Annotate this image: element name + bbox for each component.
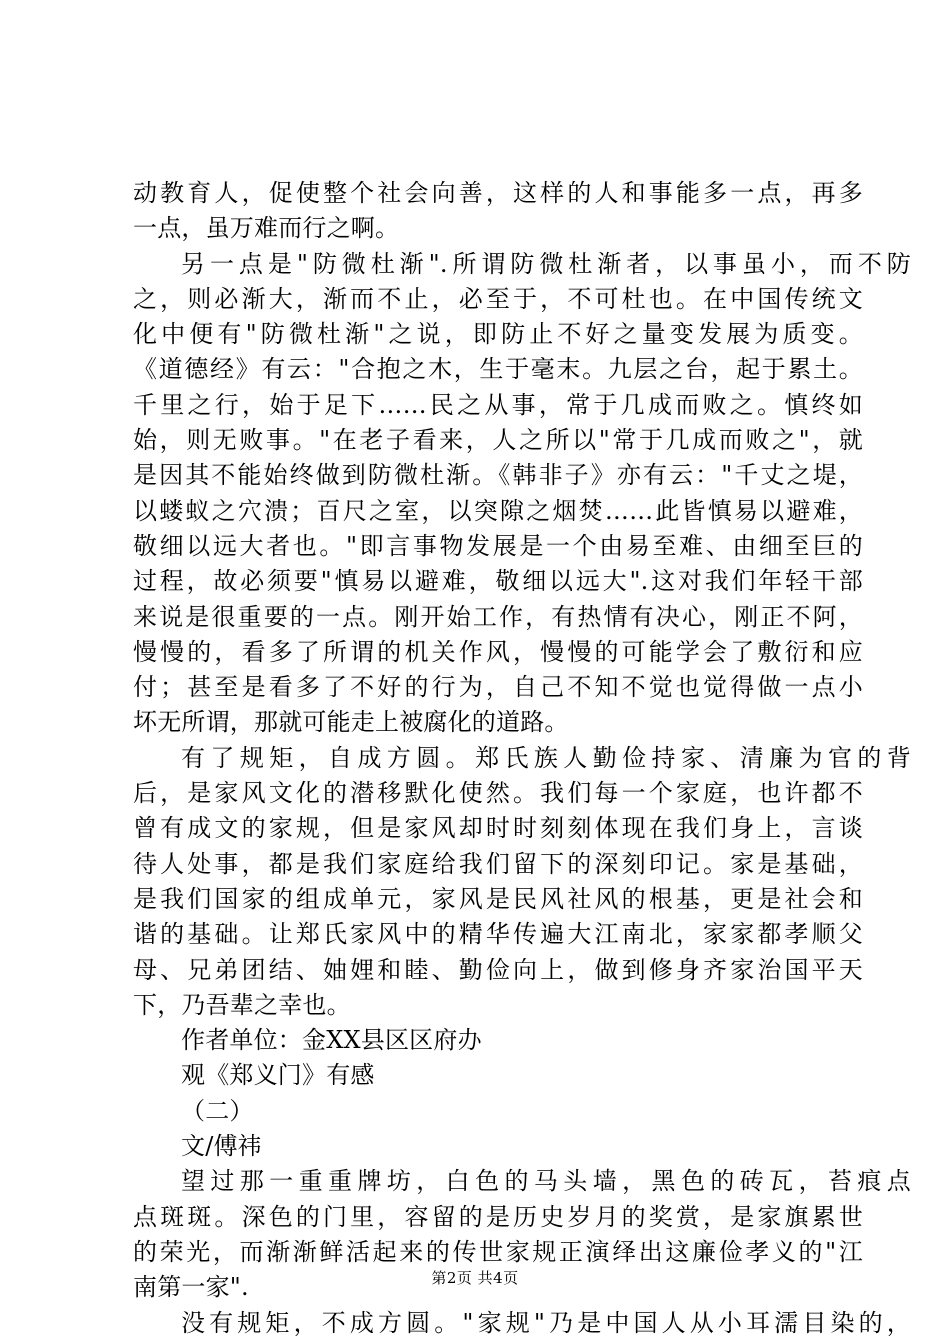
text-line: 化中便有"防微杜渐"之说，即防止不好之量变发展为质变。 <box>133 320 863 349</box>
text-line: 谐的基础。让郑氏家风中的精华传遍大江南北，家家都孝顺父 <box>133 920 863 949</box>
text-line: 之，则必渐大，渐而不止，必至于，不可杜也。在中国传统文 <box>133 284 863 313</box>
page-footer: 第2页 共4页 <box>431 1269 519 1287</box>
text-line: 文/傅祎 <box>181 1132 262 1161</box>
text-line: 来说是很重要的一点。刚开始工作，有热情有决心，刚正不阿， <box>133 602 863 631</box>
text-line: 是因其不能始终做到防微杜渐。《韩非子》亦有云："千丈之堤， <box>133 461 863 490</box>
text-line: 观《郑义门》有感 <box>181 1061 375 1090</box>
text-line: 坏无所谓，那就可能走上被腐化的道路。 <box>133 708 569 737</box>
text-line: 的荣光，而渐渐鲜活起来的传世家规正演绎出这廉俭孝义的"江 <box>133 1237 863 1266</box>
text-line: 千里之行，始于足下……民之从事，常于几成而败之。慎终如 <box>133 390 863 419</box>
text-line: 一点，虽万难而行之啊。 <box>133 214 400 243</box>
text-line: 敬细以远大者也。"即言事物发展是一个由易至难、由细至巨的 <box>133 531 863 560</box>
text-line: 过程，故必须要"慎易以避难，敬细以远大".这对我们年轻干部 <box>133 567 863 596</box>
text-line: 另一点是"防微杜渐".所谓防微杜渐者，以事虽小，而不防 <box>181 249 911 278</box>
text-line: 后，是家风文化的潜移默化使然。我们每一个家庭，也许都不 <box>133 779 863 808</box>
text-line: 始，则无败事。"在老子看来，人之所以"常于几成而败之"，就 <box>133 426 863 455</box>
text-line: 动教育人，促使整个社会向善，这样的人和事能多一点，再多 <box>133 179 863 207</box>
text-line: 没有规矩，不成方圆。"家规"乃是中国人从小耳濡目染的， <box>181 1308 911 1337</box>
text-line: 望过那一重重牌坊，白色的马头墙，黑色的砖瓦，苔痕点 <box>181 1167 911 1196</box>
text-line: 以蝼蚁之穴溃；百尺之室，以突隙之烟焚……此皆慎易以避难， <box>133 496 863 525</box>
text-line: 下，乃吾辈之幸也。 <box>133 990 351 1019</box>
text-line: 点斑斑。深色的门里，容留的是历史岁月的奖赏，是家旗累世 <box>133 1202 863 1231</box>
text-line: 《道德经》有云："合抱之木，生于毫末。九层之台，起于累土。 <box>133 355 863 384</box>
text-line: 作者单位：金XX县区区府办 <box>181 1026 482 1055</box>
text-line: 有了规矩，自成方圆。郑氏族人勤俭持家、清廉为官的背 <box>181 743 911 772</box>
text-line: （二） <box>181 1096 254 1125</box>
text-line: 是我们国家的组成单元，家风是民风社风的根基，更是社会和 <box>133 884 863 913</box>
text-line: 付；甚至是看多了不好的行为，自己不知不觉也觉得做一点小 <box>133 673 863 702</box>
text-line: 南第一家". <box>133 1273 249 1302</box>
text-line: 母、兄弟团结、妯娌和睦、勤俭向上，做到修身齐家治国平天 <box>133 955 863 984</box>
body-text <box>133 176 911 1341</box>
text-line: 待人处事，都是我们家庭给我们留下的深刻印记。家是基础， <box>133 849 863 878</box>
text-line: 曾有成文的家规，但是家风却时时刻刻体现在我们身上，言谈 <box>133 814 863 843</box>
text-line: 慢慢的，看多了所谓的机关作风，慢慢的可能学会了敷衍和应 <box>133 637 863 666</box>
